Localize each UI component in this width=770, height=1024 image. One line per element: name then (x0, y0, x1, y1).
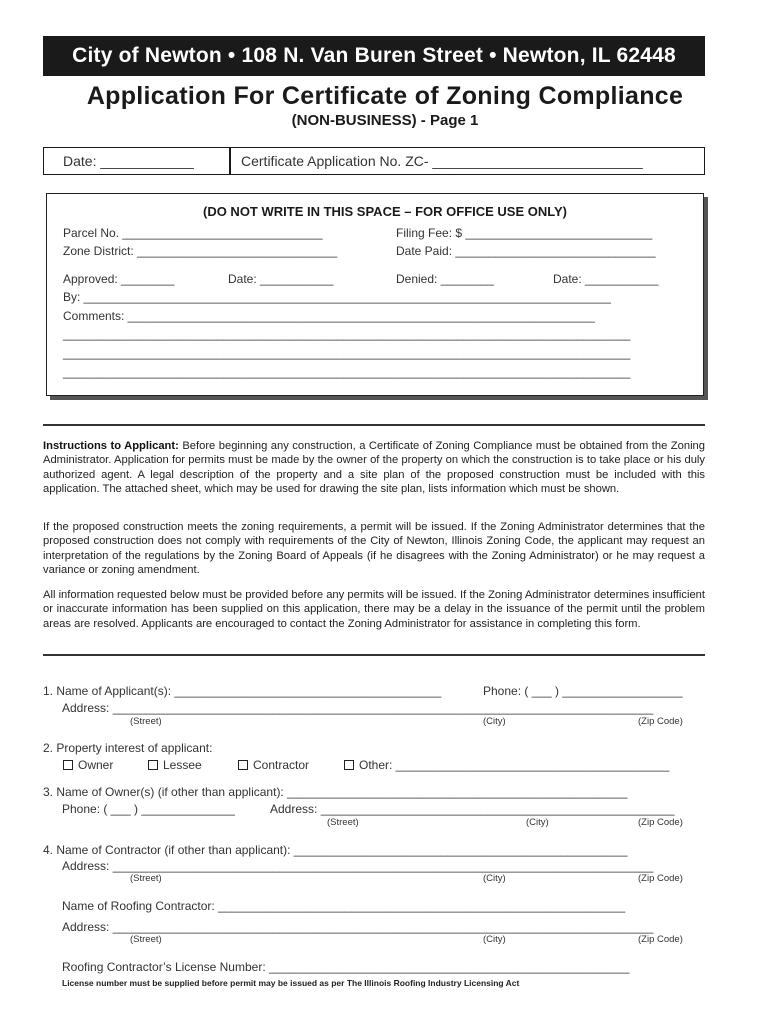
approved-field[interactable]: Approved: ________ (63, 272, 175, 286)
city-caption: (City) (483, 716, 506, 727)
form-title: Application For Certificate of Zoning Compliance (86, 82, 684, 110)
city-banner: City of Newton • 108 N. Van Buren Street • Newton, IL 62448 (43, 36, 705, 76)
contractor-option[interactable] (238, 758, 309, 772)
owner-label: Owner (78, 758, 114, 772)
roofing-license-field[interactable]: Roofing Contractor’s License Number: ______________________________________________________ (62, 960, 630, 974)
date-certificate-box (43, 147, 705, 175)
owner-name-field[interactable]: 3. Name of Owner(s) (if other than applicant): ___________________________________________________ (43, 785, 628, 799)
date-field[interactable]: Date: ____________ (63, 153, 194, 169)
contractor-address-field[interactable]: Address: _________________________________________________________________________________ (62, 859, 654, 873)
zip-caption: (Zip Code) (638, 716, 683, 727)
city-caption: (City) (526, 817, 549, 828)
zip-caption: (Zip Code) (638, 873, 683, 884)
date-paid-field[interactable]: Date Paid: ______________________________ (396, 244, 656, 258)
owner-phone-field[interactable]: Phone: ( ___ ) ______________ (62, 802, 235, 816)
street-caption: (Street) (130, 716, 162, 727)
applicant-phone-field[interactable]: Phone: ( ___ ) __________________ (483, 684, 683, 698)
section-divider (43, 424, 705, 426)
applicant-address-field[interactable]: Address: _________________________________________________________________________________ (62, 701, 654, 715)
box-divider (229, 148, 231, 174)
by-field[interactable]: By: _______________________________________________________________________________ (63, 290, 611, 304)
instructions-text: Before beginning any construction, a Certificate of Zoning Compliance must be obtained from the Zoning Administrator. Application for permits must be made by the owner of the property on which the construction is to take place or his duly authorized agent. A legal description of the property and a site plan of the proposed construction must be included with this application. The attached sheet, which may be used for drawing the site plan, lists information which must be shown. (43, 440, 705, 496)
checkbox-icon[interactable] (344, 760, 354, 770)
certificate-number-field[interactable]: Certificate Application No. ZC- ___________________________ (241, 153, 643, 169)
instructions-paragraph-3: All information requested below must be provided before any permits will be issued. If the Zoning Administrator determines insufficient or inaccurate information has been supplied on this application, there may be a delay in the issuance of the permit until the problem areas are resolved. Applicants are encouraged to contact the Zoning Administrator for assistance in completing this form. (43, 589, 705, 630)
checkbox-icon[interactable] (148, 760, 158, 770)
comments-field[interactable]: Comments: ______________________________________________________________________ (63, 309, 595, 323)
property-interest-label: 2. Property interest of applicant: (43, 741, 213, 755)
checkbox-icon[interactable] (238, 760, 248, 770)
approved-date-field[interactable]: Date: ___________ (228, 272, 334, 286)
checkbox-icon[interactable] (63, 760, 73, 770)
license-footnote: License number must be supplied before permit may be issued as per The Illinois Roofing Industry Licensing Act (62, 978, 520, 988)
lessee-option[interactable] (148, 758, 202, 772)
street-caption: (Street) (130, 873, 162, 884)
city-caption: (City) (483, 934, 506, 945)
section-divider (43, 654, 705, 656)
applicant-name-field[interactable]: 1. Name of Applicant(s): ________________________________________ (43, 684, 442, 698)
street-caption: (Street) (327, 817, 359, 828)
form-subtitle: (NON-BUSINESS) - Page 1 (291, 112, 479, 129)
denied-date-field[interactable]: Date: ___________ (553, 272, 659, 286)
other-option[interactable] (344, 758, 669, 772)
contractor-label: Contractor (253, 758, 310, 772)
contractor-name-field[interactable]: 4. Name of Contractor (if other than applicant): __________________________________________________ (43, 843, 628, 857)
comments-line[interactable]: _____________________________________________________________________________________ (63, 365, 631, 379)
roofing-contractor-address-field[interactable]: Address: _________________________________________________________________________________ (62, 920, 654, 934)
office-use-heading: (DO NOT WRITE IN THIS SPACE – FOR OFFICE USE ONLY) (202, 204, 568, 219)
zip-caption: (Zip Code) (638, 934, 683, 945)
instructions-lead: Instructions to Applicant: (43, 440, 179, 452)
zip-caption: (Zip Code) (638, 817, 683, 828)
owner-option[interactable] (63, 758, 113, 772)
comments-line[interactable]: _____________________________________________________________________________________ (63, 327, 631, 341)
zone-district-field[interactable]: Zone District: ______________________________ (63, 244, 338, 258)
instructions-paragraph-2: If the proposed construction meets the zoning requirements, a permit will be issued. If the Zoning Administrator determines that the proposed construction does not comply with requirements of the City of Newton, Illinois Zoning Code, the applicant may request an interpretation of the regulations by the Zoning Board of Appeals (if he disagrees with the Zoning Administrator) or he may request a variance or zoning amendment. (43, 521, 705, 577)
parcel-field[interactable]: Parcel No. ______________________________ (63, 226, 323, 240)
instructions-paragraph-1 (43, 439, 705, 497)
denied-field[interactable]: Denied: ________ (396, 272, 495, 286)
street-caption: (Street) (130, 934, 162, 945)
other-field[interactable]: Other: _________________________________________ (359, 758, 670, 772)
roofing-contractor-name-field[interactable]: Name of Roofing Contractor: _____________________________________________________________ (62, 899, 626, 913)
comments-line[interactable]: _____________________________________________________________________________________ (63, 346, 631, 360)
city-caption: (City) (483, 873, 506, 884)
owner-address-field[interactable]: Address: _____________________________________________________ (270, 802, 675, 816)
filing-fee-field[interactable]: Filing Fee: $ ____________________________ (396, 226, 653, 240)
lessee-label: Lessee (163, 758, 202, 772)
